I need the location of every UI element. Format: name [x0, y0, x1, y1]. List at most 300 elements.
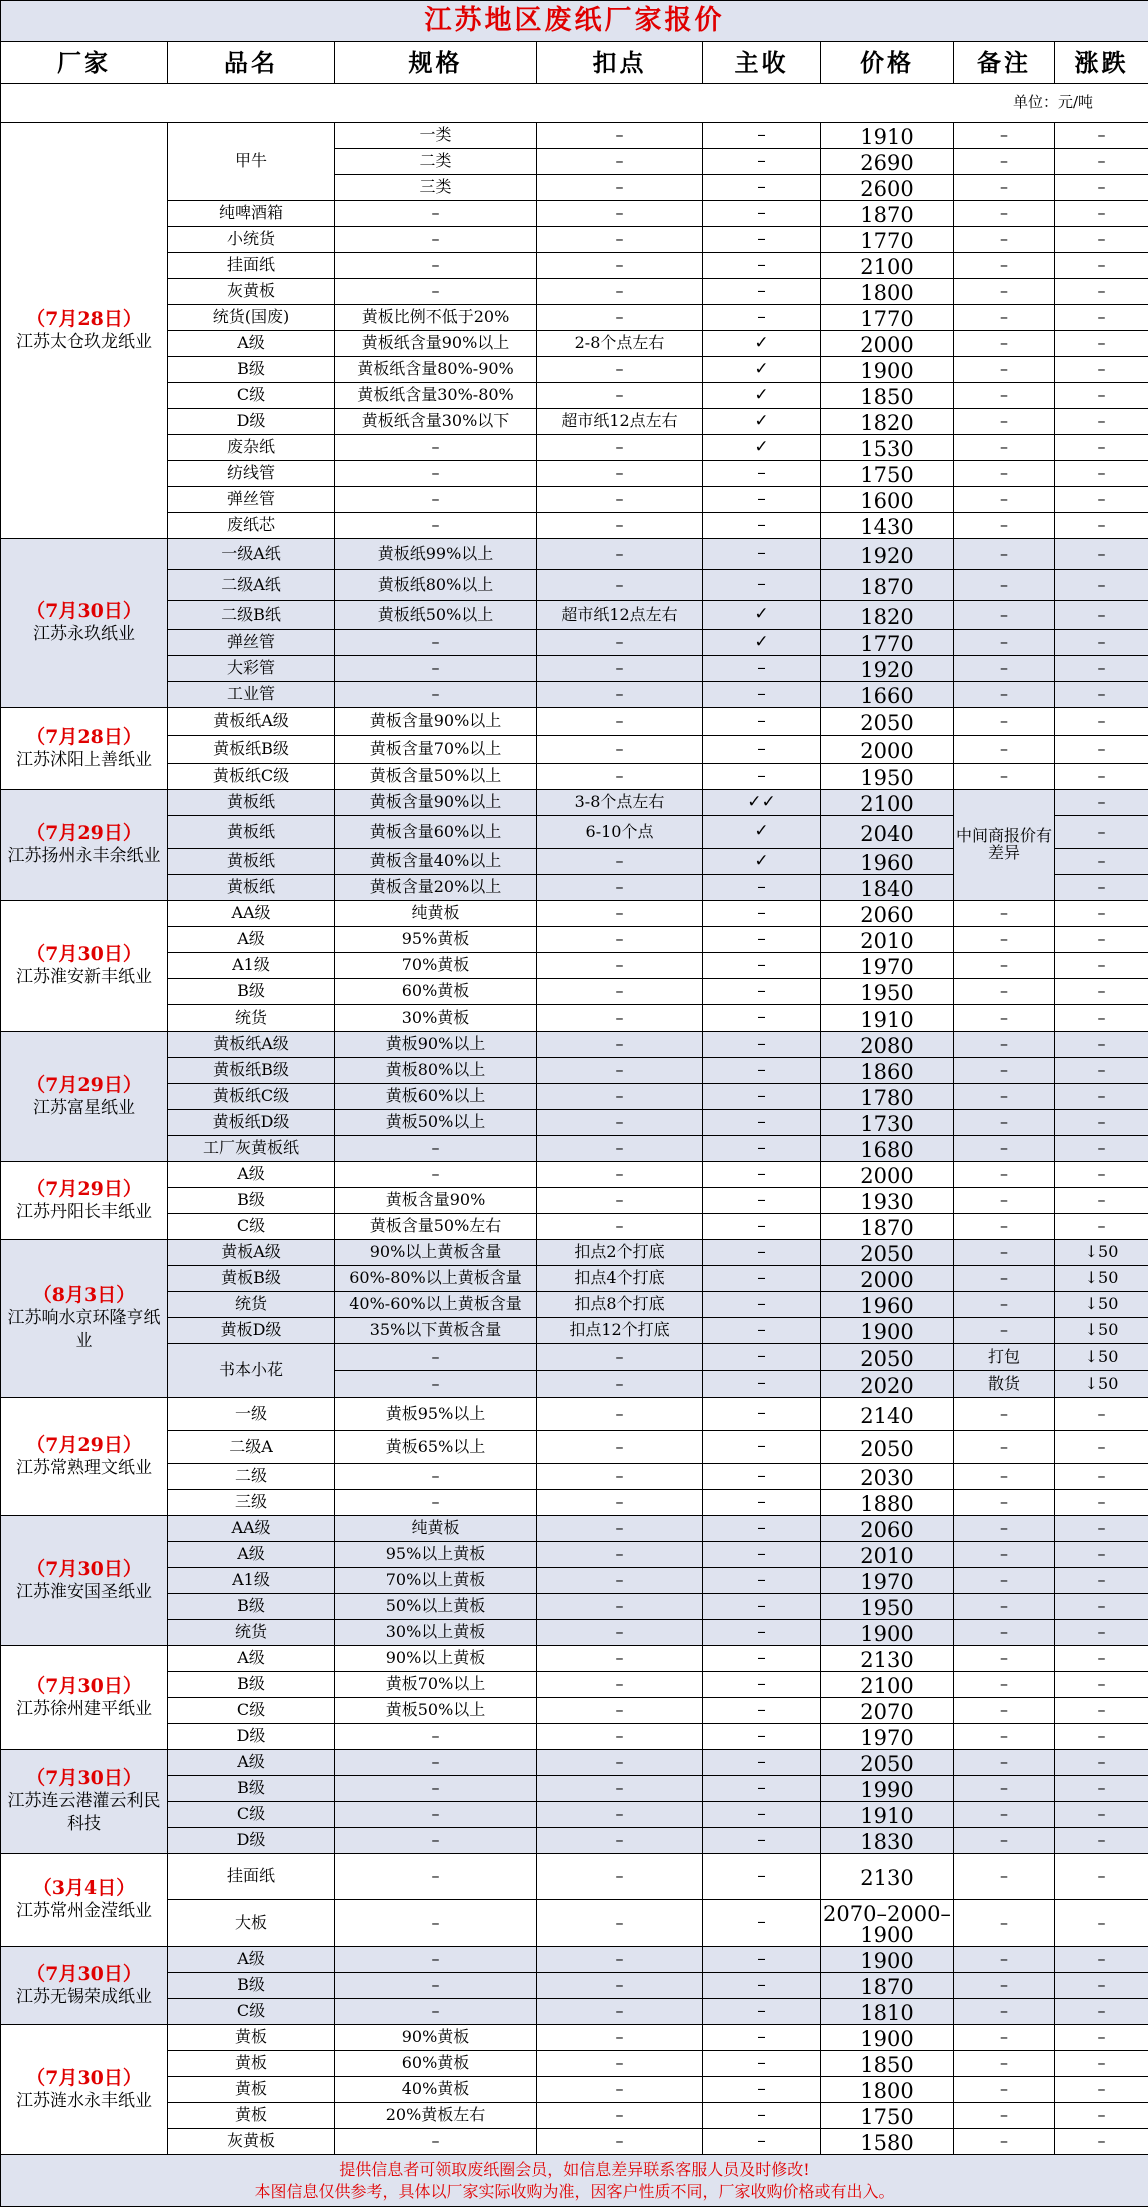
note-cell: –: [954, 2051, 1055, 2077]
spec-cell: 30%黄板: [335, 1005, 537, 1032]
table-row: [1, 979, 1148, 1005]
header-product: 品名: [168, 42, 335, 84]
change-cell: –: [1055, 764, 1148, 790]
main-receive-cell: –: [703, 2077, 821, 2103]
table-row: [1, 1084, 1148, 1110]
spec-cell: 黄板纸50%以上: [335, 601, 537, 630]
note-cell: –: [954, 1750, 1055, 1776]
footer-note: [1, 2155, 1148, 2207]
note-cell: –: [954, 2025, 1055, 2051]
deduction-cell: –: [537, 435, 703, 461]
price-cell: 1960: [821, 1292, 954, 1318]
spec-cell: –: [335, 1750, 537, 1776]
change-cell: –: [1055, 227, 1148, 253]
deduction-cell: –: [537, 149, 703, 175]
change-cell: –: [1055, 1005, 1148, 1032]
factory-name: 江苏连云港灌云利民科技: [3, 1790, 165, 1836]
price-cell: 2100: [821, 253, 954, 279]
factory-cell: [1, 2025, 168, 2155]
table-row: [1, 1568, 1148, 1594]
spec-cell: –: [335, 1900, 537, 1947]
product-name: B级: [168, 1594, 335, 1620]
change-cell: –: [1055, 175, 1148, 201]
spec-cell: –: [335, 1828, 537, 1854]
deduction-cell: 扣点2个打底: [537, 1240, 703, 1266]
spec-cell: –: [335, 513, 537, 539]
change-cell: –: [1055, 1828, 1148, 1854]
deduction-cell: –: [537, 736, 703, 764]
table-row: [1, 1750, 1148, 1776]
factory-cell: [1, 1646, 168, 1750]
factory-cell: [1, 1854, 168, 1947]
note-cell: –: [954, 1266, 1055, 1292]
spec-cell: 黄板含量40%以上: [335, 849, 537, 875]
price-cell: 2130: [821, 1646, 954, 1672]
table-row: [1, 1032, 1148, 1058]
change-cell: –: [1055, 1136, 1148, 1162]
main-receive-cell: –: [703, 201, 821, 227]
title-row: [1, 1, 1148, 42]
note-cell: –: [954, 2129, 1055, 2155]
table-row: [1, 357, 1148, 383]
note-cell: –: [954, 682, 1055, 708]
deduction-cell: –: [537, 1973, 703, 1999]
deduction-cell: –: [537, 1214, 703, 1240]
price-cell: 1990: [821, 1776, 954, 1802]
note-cell: –: [954, 1594, 1055, 1620]
product-name: B级: [168, 1973, 335, 1999]
product-name: 统货: [168, 1292, 335, 1318]
spec-cell: 黄板含量50%左右: [335, 1214, 537, 1240]
price-cell: 1880: [821, 1490, 954, 1516]
price-cell: 1970: [821, 953, 954, 979]
table-row: [1, 901, 1148, 927]
table-row: [1, 1266, 1148, 1292]
factory-date: （8月3日）: [3, 1284, 165, 1307]
main-receive-cell: –: [703, 1646, 821, 1672]
note-cell: –: [954, 409, 1055, 435]
note-cell: –: [954, 708, 1055, 736]
deduction-cell: 超市纸12点左右: [537, 409, 703, 435]
table-row: [1, 1214, 1148, 1240]
price-cell: 2000: [821, 736, 954, 764]
deduction-cell: –: [537, 1398, 703, 1431]
main-receive-cell: –: [703, 1344, 821, 1371]
note-cell: –: [954, 1646, 1055, 1672]
price-cell: 1930: [821, 1188, 954, 1214]
factory-date: （7月30日）: [3, 600, 165, 623]
note-cell: –: [954, 305, 1055, 331]
product-name: 工业管: [168, 682, 335, 708]
main-receive-cell: –: [703, 279, 821, 305]
change-cell: ↓50: [1055, 1344, 1148, 1371]
main-receive-cell: –: [703, 1828, 821, 1854]
change-cell: –: [1055, 1594, 1148, 1620]
product-name: 大彩管: [168, 656, 335, 682]
price-cell: 2050: [821, 1344, 954, 1371]
factory-name: 江苏无锡荣成纸业: [3, 1986, 165, 2009]
price-cell: 1750: [821, 461, 954, 487]
deduction-cell: –: [537, 1032, 703, 1058]
factory-cell: [1, 123, 168, 539]
change-cell: –: [1055, 357, 1148, 383]
price-cell: 1900: [821, 1620, 954, 1646]
price-cell: 2100: [821, 790, 954, 816]
main-receive-cell: –: [703, 1371, 821, 1398]
product-name: 二级A纸: [168, 570, 335, 601]
factory-date: （7月29日）: [3, 822, 165, 845]
spec-cell: –: [335, 630, 537, 656]
spec-cell: –: [335, 201, 537, 227]
factory-date: （7月29日）: [3, 1074, 165, 1097]
spec-cell: 一类: [335, 123, 537, 149]
change-cell: –: [1055, 1431, 1148, 1464]
price-cell: 2030: [821, 1464, 954, 1490]
table-row: [1, 1516, 1148, 1542]
main-receive-cell: –: [703, 1999, 821, 2025]
deduction-cell: –: [537, 1900, 703, 1947]
product-name: 甲牛: [168, 123, 335, 201]
table-row: [1, 1490, 1148, 1516]
header-factory: 厂家: [1, 42, 168, 84]
table-row: [1, 1542, 1148, 1568]
note-cell: –: [954, 487, 1055, 513]
product-name: 黄板纸: [168, 875, 335, 901]
table-row: [1, 1162, 1148, 1188]
table-row: [1, 1999, 1148, 2025]
main-receive-cell: –: [703, 1750, 821, 1776]
product-name: A级: [168, 331, 335, 357]
table-row: [1, 1136, 1148, 1162]
price-cell: 2140: [821, 1398, 954, 1431]
table-row: [1, 790, 1148, 816]
table-row: [1, 1005, 1148, 1032]
product-name: 黄板: [168, 2077, 335, 2103]
change-cell: –: [1055, 513, 1148, 539]
main-receive-cell: –: [703, 1464, 821, 1490]
price-cell: 2600: [821, 175, 954, 201]
price-cell: 1430: [821, 513, 954, 539]
table-row: [1, 2077, 1148, 2103]
note-cell: –: [954, 1516, 1055, 1542]
deduction-cell: –: [537, 570, 703, 601]
spec-cell: 三类: [335, 175, 537, 201]
main-receive-cell: –: [703, 1947, 821, 1973]
price-cell: 2130: [821, 1854, 954, 1900]
deduction-cell: 扣点4个打底: [537, 1266, 703, 1292]
product-name: 挂面纸: [168, 253, 335, 279]
deduction-cell: –: [537, 1136, 703, 1162]
product-name: 纺线管: [168, 461, 335, 487]
unit-row: [1, 84, 1148, 123]
change-cell: –: [1055, 1802, 1148, 1828]
change-cell: –: [1055, 1646, 1148, 1672]
factory-name: 江苏涟水永丰纸业: [3, 2090, 165, 2113]
note-cell: –: [954, 1005, 1055, 1032]
table-row: [1, 1292, 1148, 1318]
change-cell: –: [1055, 1516, 1148, 1542]
change-cell: ↓50: [1055, 1240, 1148, 1266]
table-row: [1, 1188, 1148, 1214]
spec-cell: 90%以上黄板含量: [335, 1240, 537, 1266]
change-cell: –: [1055, 1188, 1148, 1214]
product-name: 黄板纸B级: [168, 1058, 335, 1084]
table-row: [1, 1594, 1148, 1620]
spec-cell: 黄板60%以上: [335, 1084, 537, 1110]
deduction-cell: –: [537, 682, 703, 708]
product-name: 一级: [168, 1398, 335, 1431]
header-spec: 规格: [335, 42, 537, 84]
table-row: [1, 279, 1148, 305]
note-cell: –: [954, 1947, 1055, 1973]
table-row: [1, 305, 1148, 331]
main-receive-cell: –: [703, 953, 821, 979]
table-row: [1, 1398, 1148, 1431]
price-cell: 1820: [821, 409, 954, 435]
price-cell: 1850: [821, 383, 954, 409]
main-receive-cell: –: [703, 487, 821, 513]
price-cell: 1770: [821, 227, 954, 253]
page-title: 江苏地区废纸厂家报价: [1, 1, 1148, 42]
deduction-cell: –: [537, 1110, 703, 1136]
main-receive-cell: –: [703, 979, 821, 1005]
product-name: D级: [168, 1724, 335, 1750]
spec-cell: –: [335, 1973, 537, 1999]
spec-cell: 60%-80%以上黄板含量: [335, 1266, 537, 1292]
spec-cell: 95%黄板: [335, 927, 537, 953]
deduction-cell: –: [537, 1542, 703, 1568]
deduction-cell: –: [537, 1058, 703, 1084]
factory-date: （7月29日）: [3, 1178, 165, 1201]
product-name: 黄板: [168, 2051, 335, 2077]
deduction-cell: –: [537, 1371, 703, 1398]
factory-name: 江苏淮安新丰纸业: [3, 966, 165, 989]
table-row: [1, 656, 1148, 682]
main-receive-cell: –: [703, 736, 821, 764]
spec-cell: 黄板纸含量30%以下: [335, 409, 537, 435]
price-cell: 1860: [821, 1058, 954, 1084]
factory-cell: [1, 1162, 168, 1240]
note-cell: –: [954, 1032, 1055, 1058]
note-cell: –: [954, 1084, 1055, 1110]
price-cell: 2000: [821, 331, 954, 357]
main-receive-cell: –: [703, 1188, 821, 1214]
table-row: [1, 1947, 1148, 1973]
deduction-cell: –: [537, 2077, 703, 2103]
deduction-cell: –: [537, 1698, 703, 1724]
note-cell: –: [954, 1431, 1055, 1464]
factory-name: 江苏永玖纸业: [3, 623, 165, 646]
change-cell: –: [1055, 901, 1148, 927]
main-receive-cell: –: [703, 901, 821, 927]
table-row: [1, 1724, 1148, 1750]
table-row: [1, 570, 1148, 601]
change-cell: –: [1055, 539, 1148, 570]
price-cell: 1810: [821, 1999, 954, 2025]
change-cell: –: [1055, 1110, 1148, 1136]
product-name: 黄板纸: [168, 816, 335, 849]
main-receive-cell: ✓: [703, 601, 821, 630]
note-cell: –: [954, 539, 1055, 570]
factory-date: （7月30日）: [3, 2067, 165, 2090]
main-receive-cell: –: [703, 1005, 821, 1032]
change-cell: –: [1055, 630, 1148, 656]
main-receive-cell: –: [703, 1672, 821, 1698]
price-cell: 1900: [821, 357, 954, 383]
spec-cell: 纯黄板: [335, 901, 537, 927]
table-row: [1, 1110, 1148, 1136]
deduction-cell: –: [537, 1084, 703, 1110]
change-cell: –: [1055, 1854, 1148, 1900]
product-name: A级: [168, 927, 335, 953]
product-name: B级: [168, 1188, 335, 1214]
price-cell: 1870: [821, 1973, 954, 1999]
note-cell: –: [954, 513, 1055, 539]
factory-date: （7月30日）: [3, 1675, 165, 1698]
table-row: [1, 1240, 1148, 1266]
product-name: AA级: [168, 901, 335, 927]
note-cell: –: [954, 1620, 1055, 1646]
header-row: [1, 42, 1148, 84]
factory-name: 江苏沭阳上善纸业: [3, 749, 165, 772]
product-name: 三级: [168, 1490, 335, 1516]
note-cell: –: [954, 279, 1055, 305]
price-cell: 1900: [821, 1947, 954, 1973]
note-cell: –: [954, 331, 1055, 357]
spec-cell: 黄板含量20%以上: [335, 875, 537, 901]
product-name: 挂面纸: [168, 1854, 335, 1900]
deduction-cell: –: [537, 901, 703, 927]
main-receive-cell: –: [703, 2051, 821, 2077]
change-cell: –: [1055, 201, 1148, 227]
main-receive-cell: –: [703, 1032, 821, 1058]
product-name: 纯啤酒箱: [168, 201, 335, 227]
product-name: 小统货: [168, 227, 335, 253]
note-cell: –: [954, 979, 1055, 1005]
note-cell: –: [954, 227, 1055, 253]
product-name: D级: [168, 409, 335, 435]
main-receive-cell: –: [703, 656, 821, 682]
product-name: D级: [168, 1828, 335, 1854]
price-cell: 1830: [821, 1828, 954, 1854]
note-cell: –: [954, 1136, 1055, 1162]
main-receive-cell: –: [703, 1058, 821, 1084]
table-row: [1, 487, 1148, 513]
price-cell: 2020: [821, 1371, 954, 1398]
product-name: 灰黄板: [168, 2129, 335, 2155]
product-name: B级: [168, 1672, 335, 1698]
change-cell: –: [1055, 461, 1148, 487]
spec-cell: –: [335, 1136, 537, 1162]
product-name: B级: [168, 357, 335, 383]
spec-cell: 35%以下黄板含量: [335, 1318, 537, 1344]
deduction-cell: –: [537, 708, 703, 736]
price-cell: 1840: [821, 875, 954, 901]
change-cell: –: [1055, 1900, 1148, 1947]
spec-cell: 黄板含量70%以上: [335, 736, 537, 764]
deduction-cell: –: [537, 1162, 703, 1188]
main-receive-cell: –: [703, 1620, 821, 1646]
change-cell: –: [1055, 331, 1148, 357]
price-cell: 2010: [821, 1542, 954, 1568]
note-cell: –: [954, 901, 1055, 927]
note-cell: –: [954, 175, 1055, 201]
deduction-cell: –: [537, 2051, 703, 2077]
main-receive-cell: ✓: [703, 357, 821, 383]
note-cell: –: [954, 123, 1055, 149]
change-cell: –: [1055, 409, 1148, 435]
spec-cell: 黄板90%以上: [335, 1032, 537, 1058]
table-row: [1, 2051, 1148, 2077]
deduction-cell: –: [537, 513, 703, 539]
change-cell: –: [1055, 1724, 1148, 1750]
deduction-cell: –: [537, 1646, 703, 1672]
product-name: AA级: [168, 1516, 335, 1542]
spec-cell: 黄板95%以上: [335, 1398, 537, 1431]
price-cell: 2050: [821, 708, 954, 736]
product-name: 黄板纸C级: [168, 1084, 335, 1110]
main-receive-cell: –: [703, 461, 821, 487]
main-receive-cell: –: [703, 2103, 821, 2129]
product-name: A级: [168, 1162, 335, 1188]
factory-cell: [1, 1750, 168, 1854]
price-cell: 1920: [821, 539, 954, 570]
change-cell: –: [1055, 790, 1148, 816]
note-cell: –: [954, 1240, 1055, 1266]
main-receive-cell: –: [703, 1776, 821, 1802]
main-receive-cell: –: [703, 2025, 821, 2051]
header-note: 备注: [954, 42, 1055, 84]
deduction-cell: 3-8个点左右: [537, 790, 703, 816]
spec-cell: 纯黄板: [335, 1516, 537, 1542]
change-cell: –: [1055, 736, 1148, 764]
note-cell: –: [954, 1162, 1055, 1188]
deduction-cell: –: [537, 305, 703, 331]
note-cell: –: [954, 736, 1055, 764]
spec-cell: –: [335, 1344, 537, 1371]
factory-cell: [1, 1947, 168, 2025]
table-row: [1, 1698, 1148, 1724]
product-name: 黄板纸: [168, 849, 335, 875]
note-cell: –: [954, 1672, 1055, 1698]
table-row: [1, 764, 1148, 790]
product-name: 黄板B级: [168, 1266, 335, 1292]
deduction-cell: –: [537, 279, 703, 305]
spec-cell: –: [335, 253, 537, 279]
factory-date: （7月29日）: [3, 1434, 165, 1457]
change-cell: ↓50: [1055, 1266, 1148, 1292]
product-name: B级: [168, 979, 335, 1005]
note-cell: –: [954, 764, 1055, 790]
table-row: [1, 1854, 1148, 1900]
price-cell: 2050: [821, 1750, 954, 1776]
spec-cell: –: [335, 1947, 537, 1973]
deduction-cell: –: [537, 2103, 703, 2129]
product-name: 一级A纸: [168, 539, 335, 570]
price-cell: 2040: [821, 816, 954, 849]
change-cell: –: [1055, 2025, 1148, 2051]
factory-cell: [1, 1398, 168, 1516]
note-cell: –: [954, 1854, 1055, 1900]
note-cell: –: [954, 1776, 1055, 1802]
price-cell: 1900: [821, 1318, 954, 1344]
factory-name: 江苏徐州建平纸业: [3, 1698, 165, 1721]
spec-cell: –: [335, 1776, 537, 1802]
change-cell: –: [1055, 816, 1148, 849]
table-row: [1, 383, 1148, 409]
deduction-cell: –: [537, 539, 703, 570]
price-cell: 1910: [821, 123, 954, 149]
